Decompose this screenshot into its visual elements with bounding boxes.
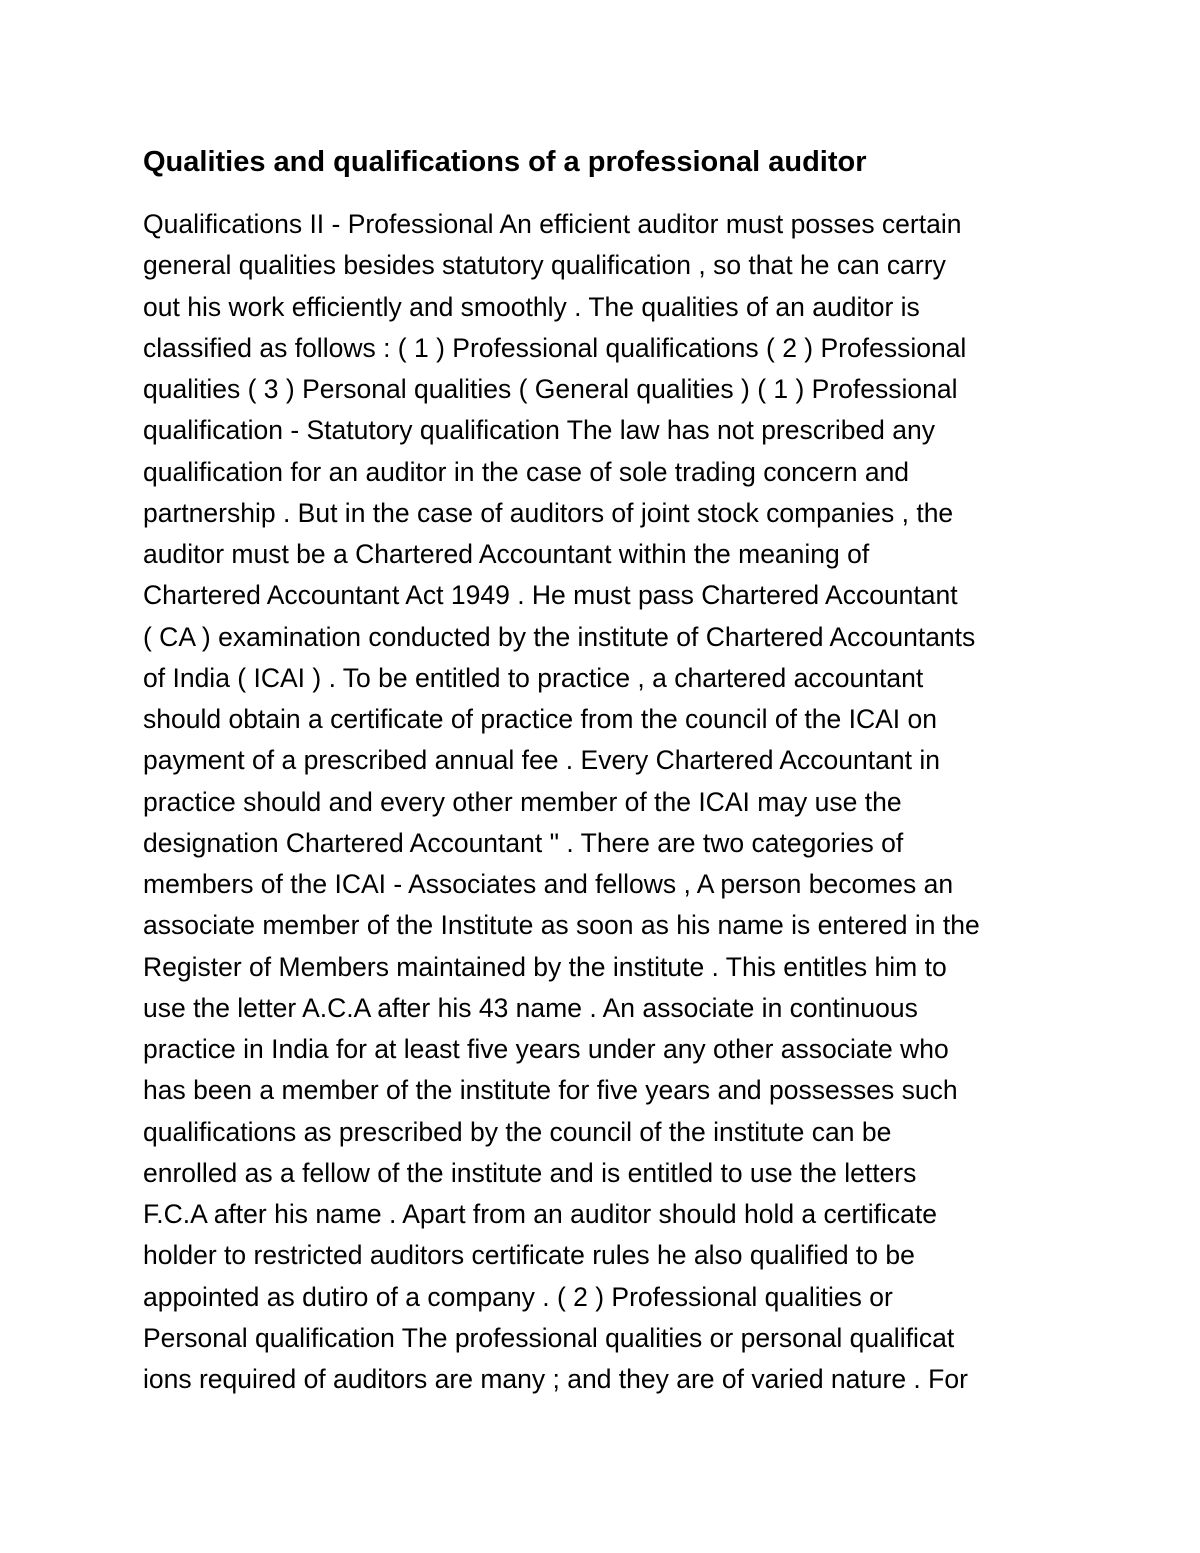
body-line: practice should and every other member of the ICAI may use the: [143, 786, 902, 817]
body-line: payment of a prescribed annual fee . Every Chartered Accountant in: [143, 745, 940, 776]
body-line: Chartered Accountant Act 1949 . He must pass Chartered Accountant: [143, 580, 958, 611]
body-line: out his work efficiently and smoothly . The qualities of an auditor is: [143, 291, 920, 322]
body-line: use the letter A.C.A after his 43 name . An associate in continuous: [143, 992, 918, 1023]
document-title: Qualities and qualifications of a professional auditor: [143, 146, 867, 178]
body-line: classified as follows : ( 1 ) Professional qualifications ( 2 ) Professional: [143, 332, 967, 363]
body-line: members of the ICAI - Associates and fellows , A person becomes an: [143, 869, 954, 899]
body-line: qualities ( 3 ) Personal qualities ( General qualities ) ( 1 ) Professional: [143, 374, 958, 404]
body-line: enrolled as a fellow of the institute and is entitled to use the letters: [143, 1157, 917, 1188]
body-line: qualifications as prescribed by the council of the institute can be: [143, 1116, 892, 1147]
body-line: has been a member of the institute for five years and possesses such: [143, 1075, 958, 1106]
body-line: should obtain a certificate of practice from the council of the ICAI on: [143, 704, 937, 734]
document-body: [143, 204, 980, 1400]
body-line: designation Chartered Accountant " . There are two categories of: [143, 827, 904, 858]
body-line: auditor must be a Chartered Accountant within the meaning of: [143, 539, 870, 569]
body-line: Personal qualification The professional qualities or personal qualificat: [143, 1322, 955, 1353]
body-line: practice in India for at least five years under any other associate who: [143, 1034, 949, 1064]
body-line: ions required of auditors are many ; and they are of varied nature . For: [143, 1364, 968, 1394]
body-line: partnership . But in the case of auditors of joint stock companies , the: [143, 497, 954, 528]
body-line: Qualifications II - Professional An efficient auditor must posses certain: [143, 209, 962, 239]
body-line: ( CA ) examination conducted by the institute of Chartered Accountants: [143, 621, 976, 652]
body-line: Register of Members maintained by the institute . This entitles him to: [143, 951, 947, 982]
body-line: holder to restricted auditors certificate rules he also qualified to be: [143, 1240, 915, 1271]
body-line: qualification for an auditor in the case of sole trading concern and: [143, 456, 910, 487]
body-line: F.C.A after his name . Apart from an auditor should hold a certificate: [143, 1199, 937, 1229]
body-line: general qualities besides statutory qualification , so that he can carry: [143, 250, 946, 281]
body-line: of India ( ICAI ) . To be entitled to practice , a chartered accountant: [143, 662, 924, 693]
body-line: appointed as dutiro of a company . ( 2 ) Professional qualities or: [143, 1281, 893, 1312]
body-line: associate member of the Institute as soon as his name is entered in the: [143, 910, 980, 941]
body-line: qualification - Statutory qualification The law has not prescribed any: [143, 415, 936, 446]
